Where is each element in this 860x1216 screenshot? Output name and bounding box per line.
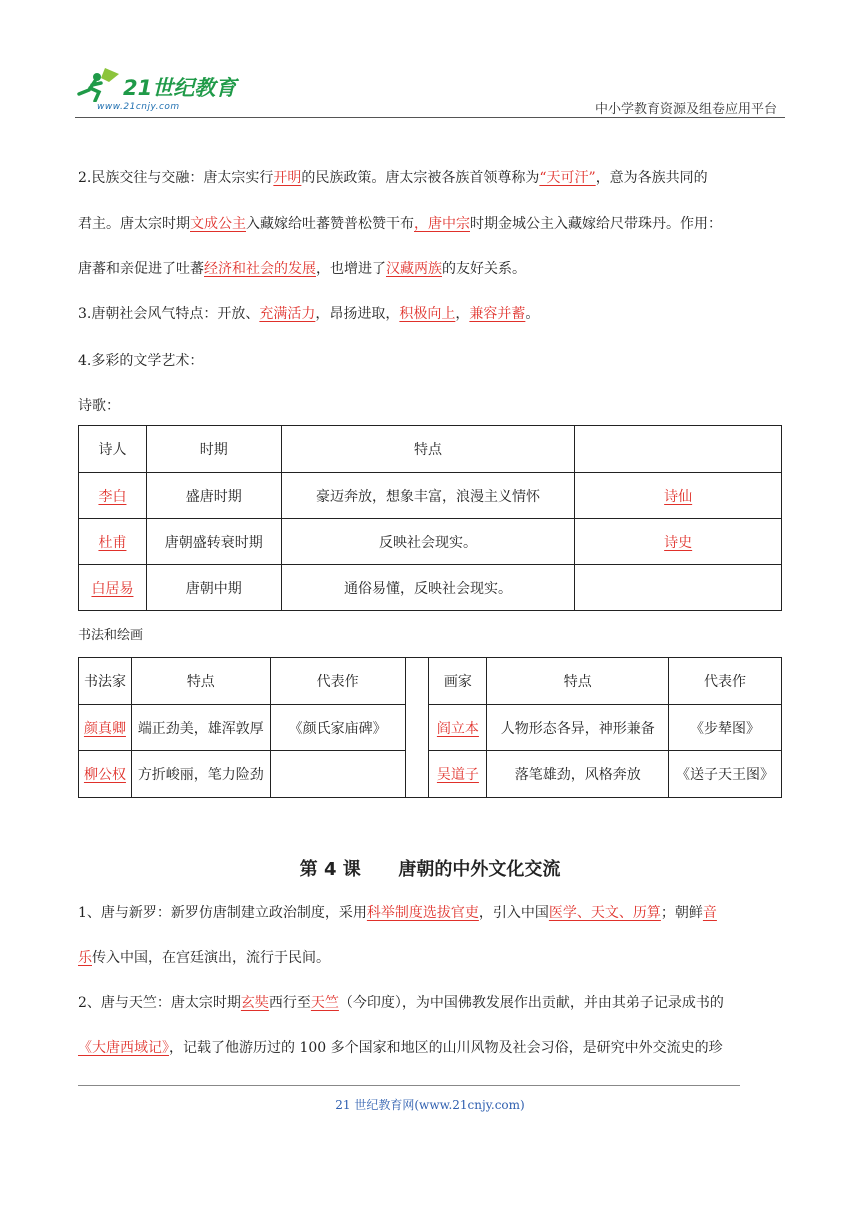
text: 的民族政策。唐太宗被各族首领尊称为 [301,170,540,186]
text: 3.唐朝社会风气特点：开放、 [78,306,260,322]
header-platform-text: 中小学教育资源及组卷应用平台 [594,102,777,117]
header-cell: 特点 [487,658,669,705]
answer: 经济和社会的发展 [204,261,316,277]
feature-cell: 端正劲美，雄浑敦厚 [131,705,270,751]
header-divider [75,117,785,118]
table-row [79,751,782,798]
answer: 玄奘 [240,995,269,1011]
answer: 文成公主 [190,216,246,232]
period-cell: 唐朝盛转衰时期 [146,519,281,565]
paragraph-tianzhu-2 [78,1038,784,1058]
answer: 天竺 [310,995,339,1011]
text: 的友好关系。 [442,261,526,277]
page-header [75,66,785,118]
header-cell: 书法家 [79,658,132,705]
header-cell [575,426,782,473]
period-cell: 盛唐时期 [146,473,281,519]
lesson-title: 第 4 课 唐朝的中外文化交流 [299,859,561,880]
answer: 科举制度选拔官吏 [366,905,479,921]
answer: 汉藏两族 [386,261,442,277]
header-cell: 诗人 [79,426,147,473]
logo-url: www.21cnjy.com [97,102,180,112]
table-header-row [79,426,782,473]
site-logo [75,66,255,116]
painter-cell: 阎立本 [429,705,487,751]
text: 2.民族交往与交融：唐太宗实行 [78,170,274,186]
feature-cell: 豪迈奔放，想象丰富，浪漫主义情怀 [281,473,575,519]
header-cell: 特点 [281,426,575,473]
text: 君主。唐太宗时期 [78,216,190,232]
poet-cell: 杜甫 [79,519,147,565]
header-cell: 画家 [429,658,487,705]
feature-cell: 通俗易懂，反映社会现实。 [281,565,575,611]
answer: 医学、天文、历算 [548,905,661,921]
answer: 音 [702,905,717,921]
answer: ，唐中宗 [414,216,470,232]
feature-cell: 方折峻丽，笔力险劲 [131,751,270,798]
text: 。 [525,306,540,322]
footer-text: 21 世纪教育网(www.21cnjy.com) [335,1098,525,1112]
answer: 充满活力 [259,306,316,322]
header-cell: 特点 [131,658,270,705]
answer: 积极向上 [399,306,456,322]
poetry-table [78,425,782,611]
art-table [78,657,782,798]
painter-cell: 吴道子 [429,751,487,798]
text: 时期金城公主入藏嫁给尺带珠丹。作用： [470,216,722,232]
poet-cell: 李白 [79,473,147,519]
title-cell: 诗仙 [575,473,782,519]
feature-cell: 反映社会现实。 [281,519,575,565]
runner-logo-icon [75,68,121,102]
answer: 《大唐西域记》 [78,1040,169,1056]
text: 2、唐与天竺：唐太宗时期 [78,995,241,1011]
text: ，引入中国 [478,905,549,921]
title-cell: 诗史 [575,519,782,565]
table-row [79,705,782,751]
paragraph-silla-2 [78,948,784,968]
text: ，也增进了 [316,261,386,277]
text: 1、唐与新罗：新罗仿唐制建立政治制度，采用 [78,905,367,921]
paragraph-ethnic-exchange [78,168,784,188]
logo-text: 21世纪教育 [123,76,237,100]
text: ，昂扬进取， [315,306,400,322]
table-header-row [79,658,782,705]
table-row [79,565,782,611]
text: 入藏嫁给吐蕃赞普松赞干布 [246,216,414,232]
work-cell [270,751,405,798]
header-cell: 时期 [146,426,281,473]
paragraph-tianzhu [78,993,784,1013]
text: （今印度），为中国佛教发展作出贡献，并由其弟子记录成书的 [338,995,724,1011]
footer-divider [78,1085,740,1086]
paragraph-social-style [78,304,784,324]
feature-cell: 落笔雄劲，风格奔放 [487,751,669,798]
spacer-cell [405,658,429,798]
text: ，记载了他游历过的 100 多个国家和地区的山川风物及社会习俗，是研究中外交流史的珍 [169,1040,723,1056]
header-cell: 代表作 [270,658,405,705]
work-cell: 《步辇图》 [669,705,782,751]
poetry-label: 诗歌： [78,398,120,414]
paragraph-literature: 4.多彩的文学艺术： [78,353,204,369]
paragraph-ethnic-exchange-2 [78,214,784,234]
table-row [79,473,782,519]
work-cell: 《送子天王图》 [669,751,782,798]
text: 唐蕃和亲促进了吐蕃 [78,261,204,277]
answer: 乐 [78,950,92,966]
text: ，意为各族共同的 [595,170,708,186]
feature-cell: 人物形态各异，神形兼备 [487,705,669,751]
text: ；朝鲜 [660,905,703,921]
calligrapher-cell: 柳公权 [79,751,132,798]
text: 西行至 [268,995,311,1011]
text: 传入中国，在宫廷演出，流行于民间。 [92,950,330,966]
answer: 开明 [273,170,302,186]
table-row [79,519,782,565]
period-cell: 唐朝中期 [146,565,281,611]
paragraph-silla [78,903,784,923]
paragraph-ethnic-exchange-3 [78,259,784,279]
title-cell [575,565,782,611]
answer: 兼容并蓄 [469,306,526,322]
text: ， [455,306,470,322]
header-cell: 代表作 [669,658,782,705]
work-cell: 《颜氏家庙碑》 [270,705,405,751]
calligrapher-cell: 颜真卿 [79,705,132,751]
art-label: 书法和绘画 [78,628,144,643]
answer: “天可汗” [539,170,596,186]
poet-cell: 白居易 [79,565,147,611]
